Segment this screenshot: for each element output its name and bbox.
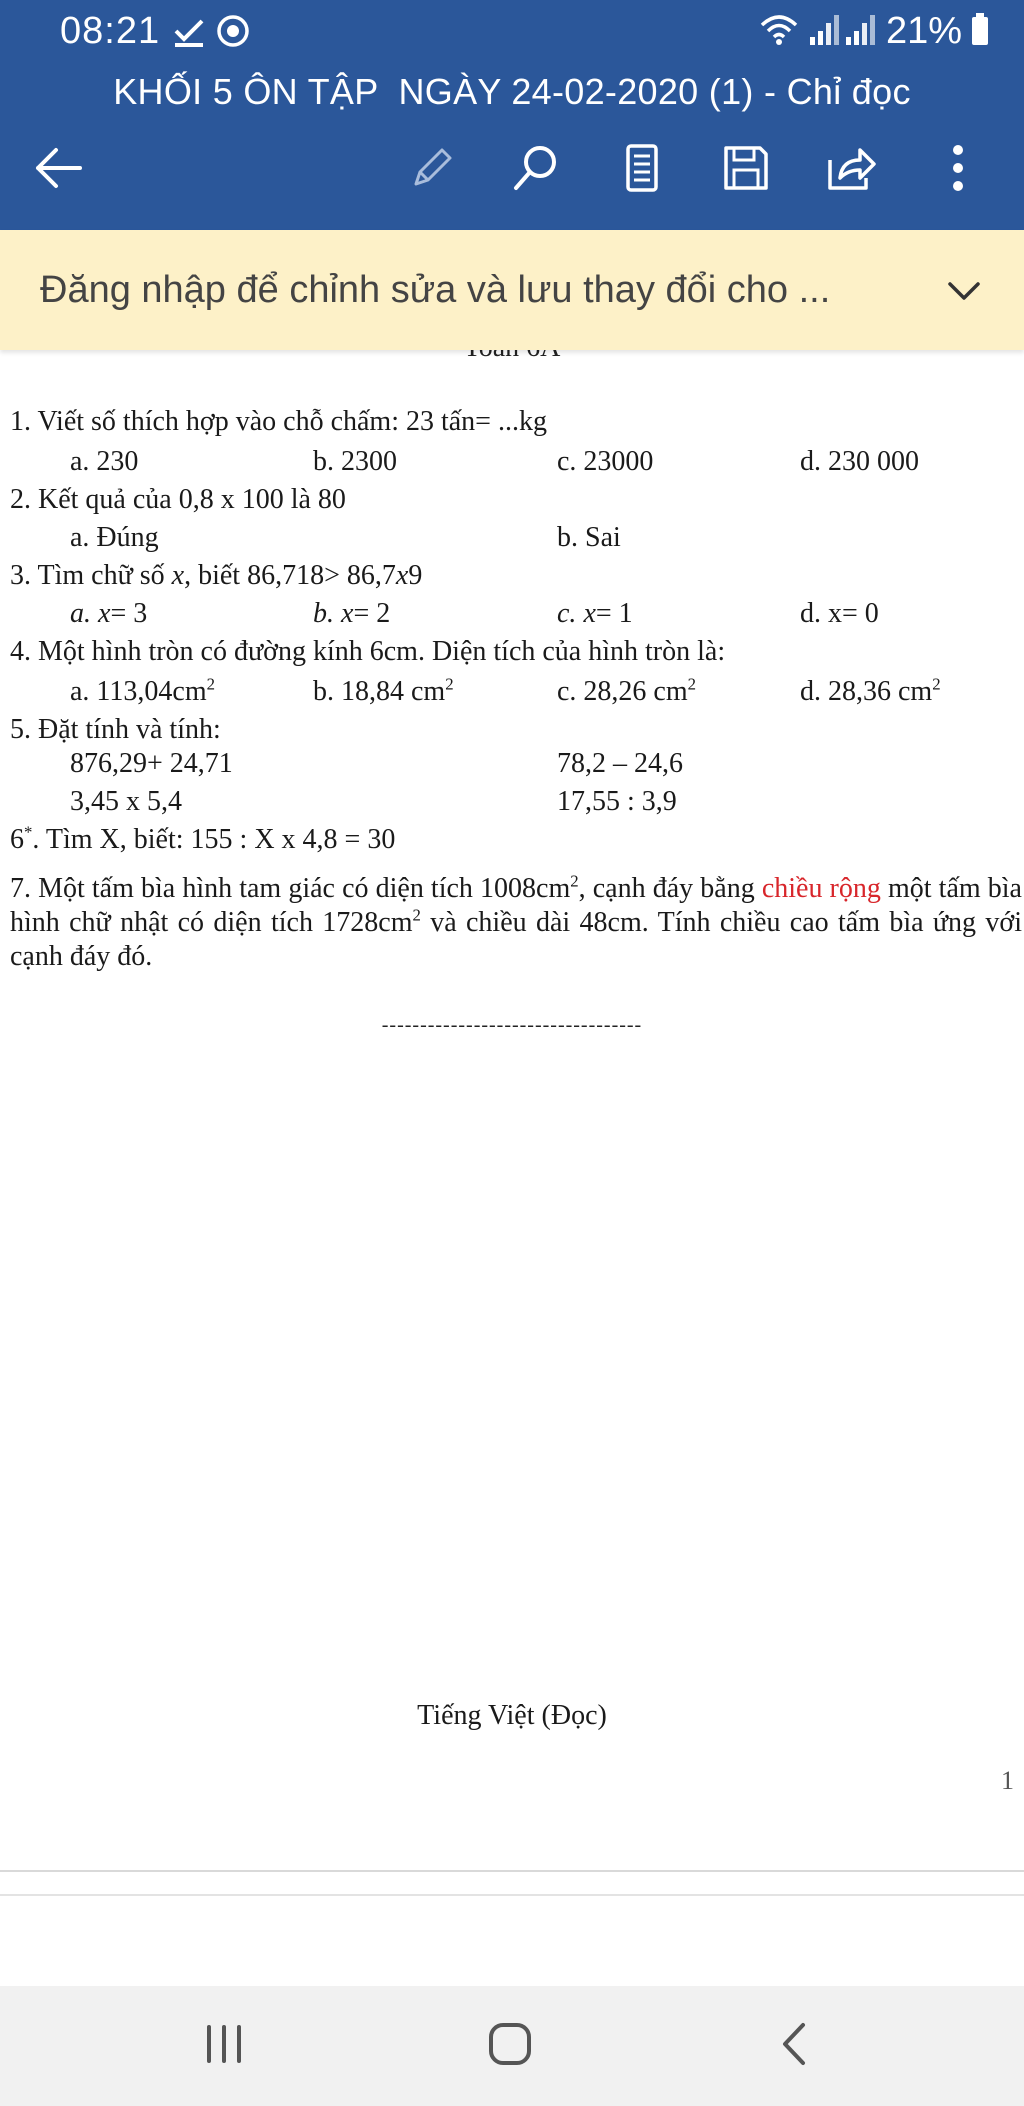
section-heading: Tiếng Việt (Đọc)	[417, 1700, 607, 1731]
q3-option-d: d. x= 0	[800, 598, 879, 629]
question-7: 7. Một tấm bìa hình tam giác có diện tích $1008cm^2$, cạnh đáy bằng chiều rộng một tấm bìa hình chữ nhật có diện tích $1728cm^2$ và chiều dài 48cm. Tính chiều cao tấm bìa ứng với cạnh đáy đó.	[10, 871, 1022, 972]
question-4: 4. Một hình tròn có đường kính 6cm. Diện tích của hình tròn là:	[10, 636, 726, 667]
highlighted-text: chiều rộng	[761, 873, 881, 904]
page-border	[0, 1870, 1024, 1872]
q1-option-b: b. 2300	[313, 446, 397, 477]
sign-in-banner[interactable]	[0, 230, 1024, 350]
battery-icon	[970, 11, 990, 52]
share-icon	[826, 142, 878, 199]
q5-calc-2: 78,2 – 24,6	[557, 748, 683, 779]
pen-icon	[406, 142, 458, 199]
signal-icon	[808, 11, 878, 52]
reading-view-button[interactable]	[612, 140, 672, 200]
back-button[interactable]	[28, 140, 88, 200]
status-time: 08:21	[60, 10, 161, 52]
q3-option-b: b. x= 2	[313, 598, 391, 629]
q3-option-c: c. x= 1	[557, 598, 633, 629]
reading-view-icon	[616, 142, 668, 199]
question-2: 2. Kết quả của 0,8 x 100 là 80	[10, 484, 346, 515]
q3-option-a: a. x= 3	[70, 598, 148, 629]
save-icon	[720, 142, 772, 199]
battery-level: 21%	[885, 10, 962, 52]
q4-option-b: b. 18,84 $cm^2$	[313, 674, 454, 707]
nav-back-icon	[771, 2019, 821, 2074]
wifi-icon	[758, 11, 800, 52]
download-check-icon	[172, 14, 206, 53]
document-page[interactable]	[0, 350, 1024, 1870]
back-arrow-icon	[32, 142, 84, 199]
document-title: KHỐI 5 ÔN TẬP NGÀY 24-02-2020 (1) - Chỉ đọc	[113, 71, 911, 112]
q2-option-b: b. Sai	[557, 522, 621, 553]
page-number: 1	[1001, 1766, 1014, 1795]
question-3: 3. Tìm chữ số x, biết 86,718> 86,7x9	[10, 560, 423, 591]
q1-option-a: a. 230	[70, 446, 139, 477]
home-button[interactable]	[470, 2008, 550, 2084]
q1-option-c: c. 23000	[557, 446, 654, 477]
share-button[interactable]	[822, 140, 882, 200]
search-button[interactable]	[506, 140, 566, 200]
q2-option-a: a. Đúng	[70, 522, 159, 553]
home-icon	[485, 2019, 535, 2074]
q5-calc-3: 3,45 x 5,4	[70, 786, 182, 817]
q4-option-d: d. 28,36 $cm^2$	[800, 674, 941, 707]
search-icon	[510, 142, 562, 199]
sync-icon	[216, 14, 250, 53]
q4-option-c: c. 28,26 $cm^2$	[557, 674, 697, 707]
q5-calc-1: 876,29+ 24,71	[70, 748, 233, 779]
more-options-button[interactable]	[928, 140, 988, 200]
more-options-icon	[932, 142, 984, 199]
question-5: 5. Đặt tính và tính:	[10, 714, 221, 745]
q4-option-a: a. $113,04cm^2$	[70, 674, 215, 707]
chevron-down-icon[interactable]	[940, 266, 988, 314]
recent-apps-icon	[199, 2019, 249, 2074]
recent-apps-button[interactable]	[184, 2008, 264, 2084]
separator-line: ----------------------------------	[381, 1014, 643, 1036]
q1-option-d: d. 230 000	[800, 446, 919, 477]
question-6: 6*. Tìm X, biết: 155 : X x 4,8 = 30	[10, 822, 396, 855]
system-navigation-bar	[0, 1986, 1024, 2106]
q5-calc-4: 17,55 : 3,9	[557, 786, 677, 817]
page-border-next	[0, 1894, 1024, 1896]
save-button[interactable]	[716, 140, 776, 200]
status-bar	[0, 0, 1024, 64]
edit-button[interactable]	[402, 140, 462, 200]
nav-back-button[interactable]	[756, 2008, 836, 2084]
banner-text: Đăng nhập để chỉnh sửa và lưu thay đổi cho ...	[40, 269, 831, 311]
question-1: 1. Viết số thích hợp vào chỗ chấm: 23 tấn= ...kg	[10, 406, 547, 437]
status-right	[758, 10, 990, 53]
app-header	[0, 0, 1024, 230]
